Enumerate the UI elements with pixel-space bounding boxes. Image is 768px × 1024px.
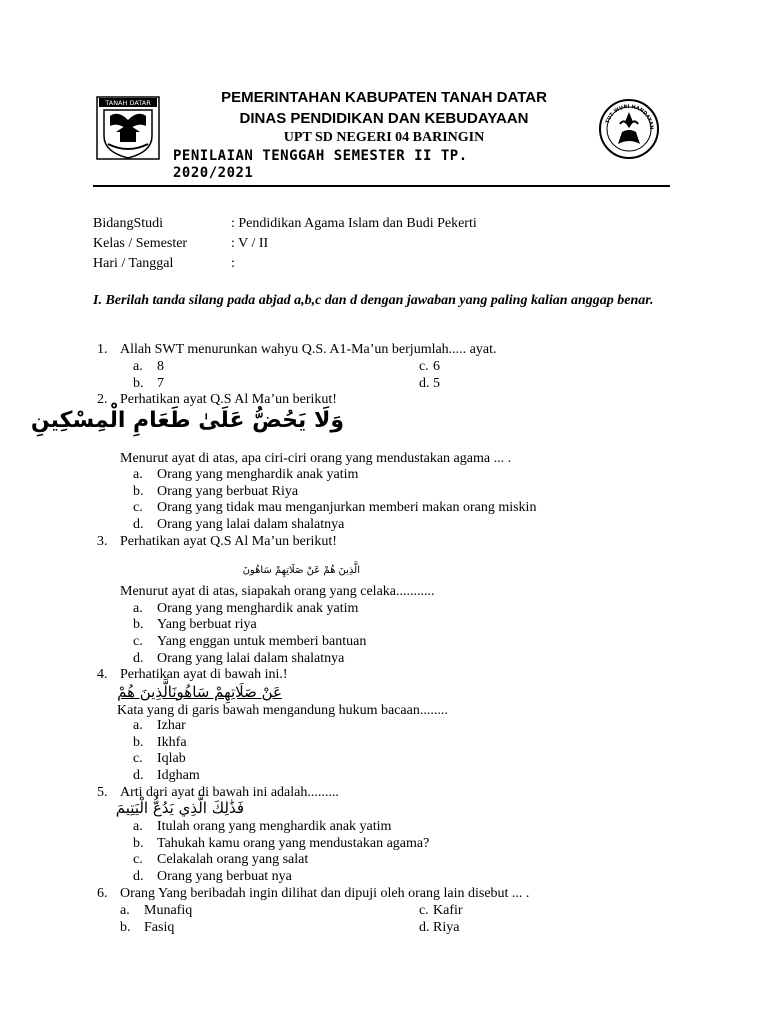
- question-number: 6.: [97, 886, 108, 901]
- option-text: Celakalah orang yang salat: [157, 852, 309, 867]
- identity-label: Kelas / Semester: [93, 236, 188, 251]
- identity-value: :: [231, 256, 235, 271]
- identity-label: Hari / Tanggal: [93, 256, 174, 271]
- option-letter: d.: [419, 376, 430, 391]
- question-number: 3.: [97, 534, 108, 549]
- question-number: 4.: [97, 667, 108, 682]
- option-letter: d.: [133, 768, 144, 783]
- option-text: Orang yang menghardik anak yatim: [157, 467, 359, 482]
- question-text: Perhatikan ayat Q.S Al Ma’un berikut!: [120, 392, 337, 407]
- option-letter: c.: [133, 500, 143, 515]
- question-subtext: Menurut ayat di atas, siapakah orang yang celaka...........: [120, 584, 435, 599]
- identity-value: : Pendidikan Agama Islam dan Budi Pekerti: [231, 216, 477, 231]
- arabic-verse: وَلَا يَحُضُّ عَلَىٰ طَعَامِ الْمِسْكِينِ: [30, 408, 344, 433]
- option-text: Fasiq: [144, 920, 175, 935]
- option-letter: a.: [133, 718, 143, 733]
- option-letter: a.: [120, 903, 130, 918]
- instruction: I. Berilah tanda silang pada abjad a,b,c dan d dengan jawaban yang paling kalian anggap benar.: [93, 293, 654, 308]
- option-letter: a.: [133, 601, 143, 616]
- tut-wuri-handayani-logo: [598, 98, 660, 160]
- option-text: Riya: [433, 920, 460, 935]
- header-line-2: DINAS PENDIDIKAN DAN KEBUDAYAAN: [239, 110, 529, 127]
- option-text: 6: [433, 359, 440, 374]
- option-letter: c.: [133, 852, 143, 867]
- question-text: Perhatikan ayat di bawah ini.!: [120, 667, 288, 682]
- header-divider: [93, 185, 670, 187]
- option-text: Orang yang menghardik anak yatim: [157, 601, 359, 616]
- option-text: Munafiq: [144, 903, 193, 918]
- identity-value: : V / II: [231, 236, 269, 251]
- option-letter: c.: [133, 634, 143, 649]
- option-text: Orang yang tidak mau menganjurkan memberi makan orang miskin: [157, 500, 537, 515]
- arabic-verse: فَذَٰلِكَ الَّذِي يَدُعُّ الْيَتِيمَ: [115, 799, 244, 817]
- option-text: 8: [157, 359, 164, 374]
- arabic-verse: عَنْ صَلَاتِهِمْ سَاهُونَالَّذِينَ هُمْ: [117, 683, 282, 701]
- option-letter: b.: [133, 484, 144, 499]
- option-text: Ikhfa: [157, 735, 187, 750]
- option-letter: a.: [133, 819, 143, 834]
- option-letter: b.: [133, 836, 144, 851]
- logo-label: TANAH DATAR: [105, 99, 151, 107]
- option-text: 5: [433, 376, 440, 391]
- question-subtext: Menurut ayat di atas, apa ciri-ciri orang yang mendustakan agama ... .: [120, 451, 512, 466]
- header-line-3: UPT SD NEGERI 04 BARINGIN: [283, 130, 485, 145]
- option-text: Orang yang berbuat Riya: [157, 484, 299, 499]
- option-letter: c.: [419, 359, 429, 374]
- option-letter: d.: [133, 869, 144, 884]
- question-text: Arti dari ayat di bawah ini adalah.........: [120, 785, 339, 800]
- option-letter: d.: [133, 517, 144, 532]
- option-text: 7: [157, 376, 164, 391]
- question-text: Perhatikan ayat Q.S Al Ma’un berikut!: [120, 534, 337, 549]
- option-letter: a.: [133, 359, 143, 374]
- question-number: 2.: [97, 392, 108, 407]
- option-letter: b.: [133, 617, 144, 632]
- option-text: Orang yang lalai dalam shalatnya: [157, 651, 345, 666]
- option-text: Orang yang berbuat nya: [157, 869, 292, 884]
- option-text: Orang yang lalai dalam shalatnya: [157, 517, 345, 532]
- option-letter: a.: [133, 467, 143, 482]
- header-line-1: PEMERINTAHAN KABUPATEN TANAH DATAR: [221, 89, 547, 106]
- identity-label: BidangStudi: [93, 216, 164, 231]
- option-text: Idgham: [157, 768, 200, 783]
- option-letter: d.: [419, 920, 430, 935]
- option-text: Tahukah kamu orang yang mendustakan agama?: [157, 836, 430, 851]
- question-subtext: Kata yang di garis bawah mengandung hukum bacaan........: [117, 703, 448, 718]
- option-letter: b.: [120, 920, 131, 935]
- arabic-verse: الَّذِينَ هُمْ عَنْ صَلَاتِهِمْ سَاهُونَ: [242, 565, 360, 576]
- option-letter: c.: [419, 903, 429, 918]
- option-letter: b.: [133, 376, 144, 391]
- question-text: Allah SWT menurunkan wahyu Q.S. A1-Ma’un berjumlah..... ayat.: [120, 342, 497, 357]
- exam-title: PENILAIAN TENGGAH SEMESTER II TP. 2020/2021: [173, 148, 468, 181]
- option-letter: d.: [133, 651, 144, 666]
- question-number: 1.: [97, 342, 108, 357]
- option-text: Yang enggan untuk memberi bantuan: [157, 634, 367, 649]
- option-text: Izhar: [157, 718, 186, 733]
- logo-ring-text: TUT WURI HANDAYAN: [604, 103, 655, 130]
- option-text: Itulah orang yang menghardik anak yatim: [157, 819, 392, 834]
- question-number: 5.: [97, 785, 108, 800]
- option-text: Yang berbuat riya: [157, 617, 257, 632]
- option-text: Iqlab: [157, 751, 186, 766]
- question-text: Orang Yang beribadah ingin dilihat dan dipuji oleh orang lain disebut ... .: [120, 886, 530, 901]
- option-letter: b.: [133, 735, 144, 750]
- option-letter: c.: [133, 751, 143, 766]
- option-text: Kafir: [433, 903, 463, 918]
